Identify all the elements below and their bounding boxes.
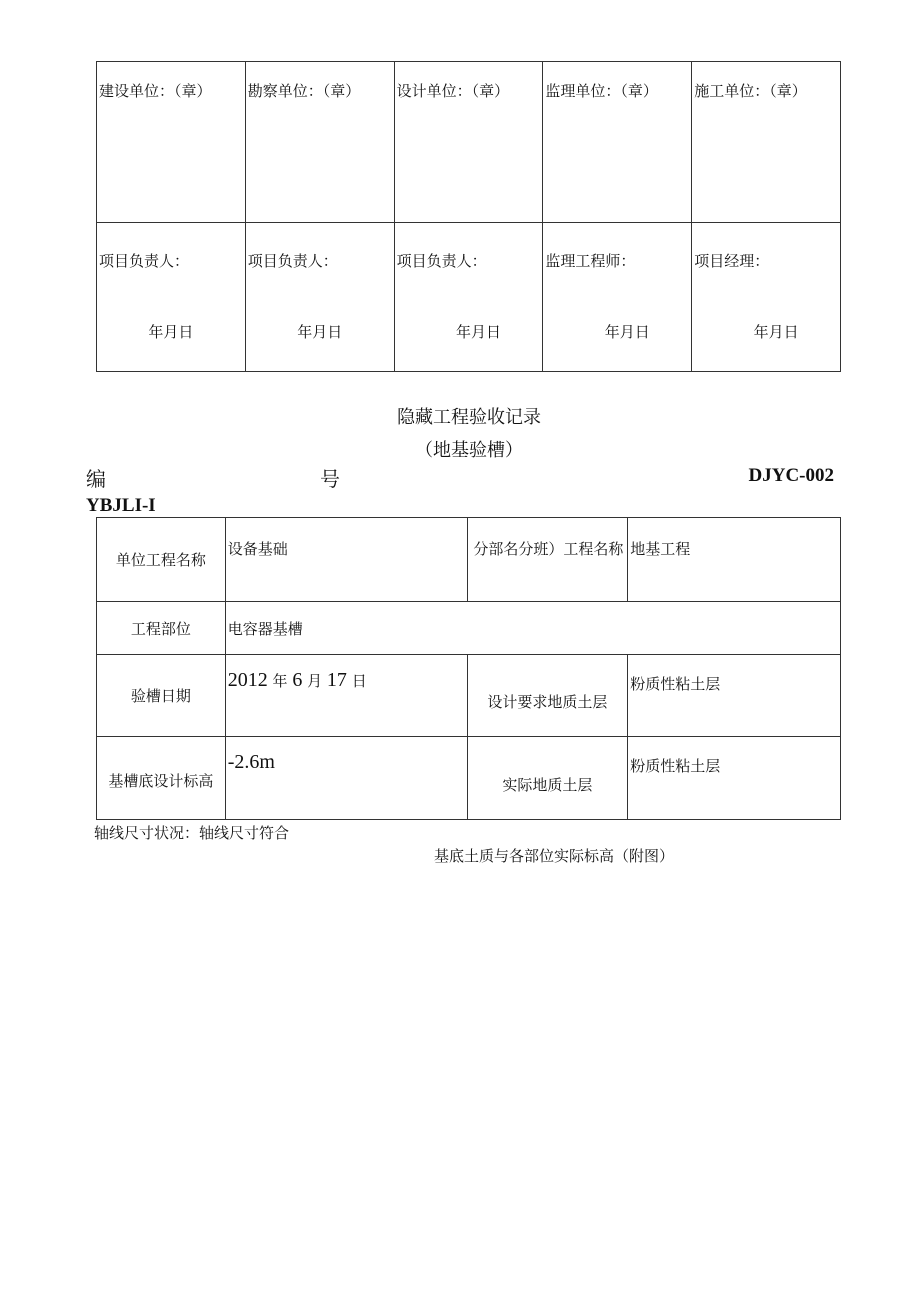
- date-day-unit: 日: [351, 672, 367, 690]
- person-label: 项目负责人：: [396, 252, 487, 270]
- location-value: 电容器基槽: [227, 619, 303, 638]
- person-cell: [543, 223, 692, 372]
- inspection-date-label: 验槽日期: [97, 655, 226, 737]
- unit-label: 设计单位：（章）: [396, 82, 510, 100]
- unit-cell-construction: [97, 62, 246, 223]
- record-code-right: DJYC-002: [748, 465, 834, 486]
- actual-soil-value: 粉质性粘土层: [630, 757, 721, 775]
- design-elevation-label: 基槽底设计标高: [97, 737, 226, 820]
- inspection-date: [226, 655, 467, 692]
- design-elevation-value: -2.6m: [227, 751, 275, 773]
- unit-cell-survey: [245, 62, 394, 223]
- inspection-date-cell: [225, 655, 467, 737]
- unit-cell-contractor: [692, 62, 841, 223]
- signature-unit-row: [97, 62, 841, 223]
- person-label: 监理工程师：: [545, 252, 636, 270]
- design-soil-value-cell: [628, 655, 841, 737]
- date-year: 2012: [227, 669, 268, 691]
- unit-label: 勘察单位：（章）: [247, 82, 361, 100]
- unit-label: 施工单位：（章）: [694, 82, 807, 100]
- unit-label: 监理单位：（章）: [545, 82, 658, 100]
- location-value-cell: [225, 602, 840, 655]
- design-soil-value: 粉质性粘土层: [630, 675, 721, 693]
- date-month: 6: [292, 669, 303, 691]
- unit-label: 建设单位：（章）: [99, 82, 212, 100]
- date-day: 17: [326, 669, 347, 691]
- unit-cell-design: [394, 62, 543, 223]
- number-label-part1: 编: [86, 467, 106, 491]
- person-cell: [692, 223, 841, 372]
- date-year-unit: 年: [272, 672, 288, 690]
- date-label: 年月日: [148, 323, 194, 341]
- date-month-unit: 月: [307, 672, 323, 690]
- date-label: 年月日: [297, 323, 343, 341]
- design-soil-label: 设计要求地质土层: [467, 655, 628, 737]
- sub-project-label: 分部名分班）工程名称: [473, 540, 624, 558]
- sub-project-label-cell: [467, 518, 628, 602]
- date-label: 年月日: [753, 323, 799, 341]
- location-label: 工程部位: [97, 602, 226, 655]
- page-title: 隐藏工程验收记录: [397, 407, 541, 428]
- date-label: 年月日: [455, 323, 501, 341]
- actual-soil-value-cell: [628, 737, 841, 820]
- person-cell: [97, 223, 246, 372]
- sub-project-value-cell: [628, 518, 841, 602]
- table-row: [97, 602, 841, 655]
- inspection-record-table: [96, 517, 841, 820]
- person-label: 项目负责人：: [247, 252, 338, 270]
- person-label: 项目负责人：: [99, 252, 190, 270]
- unit-project-label: 单位工程名称: [97, 518, 226, 602]
- person-cell: [245, 223, 394, 372]
- actual-soil-label: 实际地质土层: [467, 737, 628, 820]
- number-label-part2: 号: [320, 467, 340, 491]
- signature-person-row: [97, 223, 841, 372]
- record-code-left: YBJLI-I: [86, 495, 156, 516]
- table-row: [97, 655, 841, 737]
- signature-table: [96, 61, 841, 372]
- sub-project-value: 地基工程: [630, 540, 691, 558]
- table-row: [97, 518, 841, 602]
- unit-project-value-cell: [225, 518, 467, 602]
- unit-project-value: 设备基础: [227, 540, 288, 558]
- table-row: [97, 737, 841, 820]
- design-elevation-cell: [225, 737, 467, 820]
- page-subtitle: （地基验槽）: [415, 440, 523, 461]
- soil-elevation-note: 基底土质与各部位实际标高（附图）: [434, 847, 675, 865]
- person-label: 项目经理：: [694, 252, 770, 270]
- date-label: 年月日: [604, 323, 650, 341]
- person-cell: [394, 223, 543, 372]
- unit-cell-supervision: [543, 62, 692, 223]
- axis-dimension-note: 轴线尺寸状况：轴线尺寸符合: [94, 824, 290, 842]
